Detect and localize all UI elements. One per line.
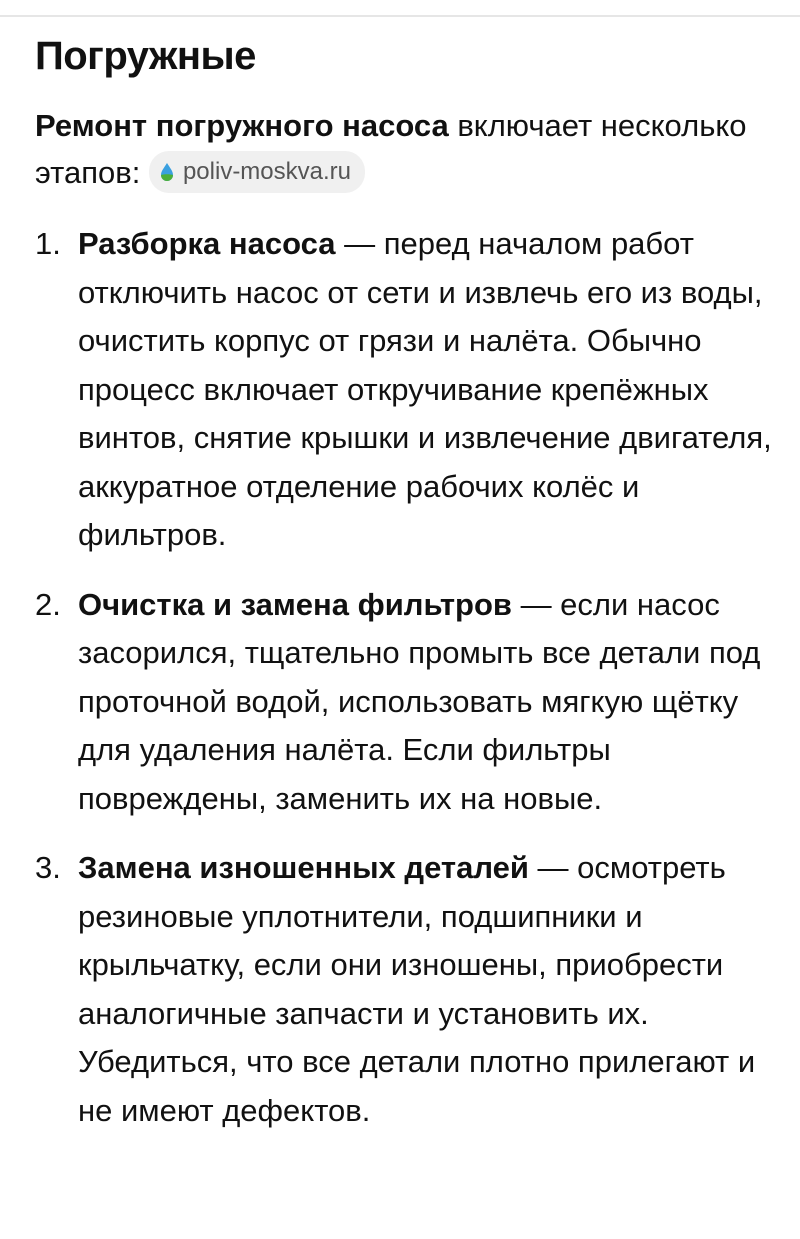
intro-bold: Ремонт погружного насоса — [35, 108, 449, 143]
water-drop-icon — [159, 162, 175, 182]
item-number: 3. — [35, 850, 61, 885]
item-number: 2. — [35, 586, 61, 622]
intro-text: включает несколько этапов: — [35, 108, 747, 190]
source-link[interactable] — [149, 151, 365, 193]
item-text: — перед началом работ отключить насос от сети и извлечь его из воды, очистить корпус от грязи и налёта. Обычно процесс включает откручивание крепёжных винтов, снятие крышки и извлечение двигателя, аккуратное отделение рабочих колёс и фильтров. — [78, 226, 772, 552]
list-item — [35, 220, 775, 560]
item-title: Очистка и замена фильтров — [78, 586, 512, 622]
answer-content — [35, 28, 775, 1156]
section-heading: Погружные — [35, 34, 256, 78]
item-text: — если насос засорился, тщательно промыть все детали под проточной водой, использовать мягкую щётку для удаления налёта. Если фильтры повреждены, заменить их на новые. — [78, 586, 761, 816]
intro-paragraph — [35, 102, 775, 196]
item-number: 1. — [35, 226, 61, 261]
item-title: Замена изношенных деталей — [78, 850, 529, 885]
steps-list — [35, 220, 775, 1135]
top-bar — [0, 0, 800, 17]
item-text: — осмотреть резиновые уплотнители, подшипники и крыльчатку, если они изношены, приобрести аналогичные запчасти и установить их. Убедиться, что все детали плотно прилегают и не имеют дефектов. — [78, 850, 756, 1128]
list-item — [35, 581, 775, 824]
list-item — [35, 844, 775, 1135]
item-title: Разборка насоса — [78, 226, 336, 261]
source-label: poliv-moskva.ru — [182, 157, 351, 185]
